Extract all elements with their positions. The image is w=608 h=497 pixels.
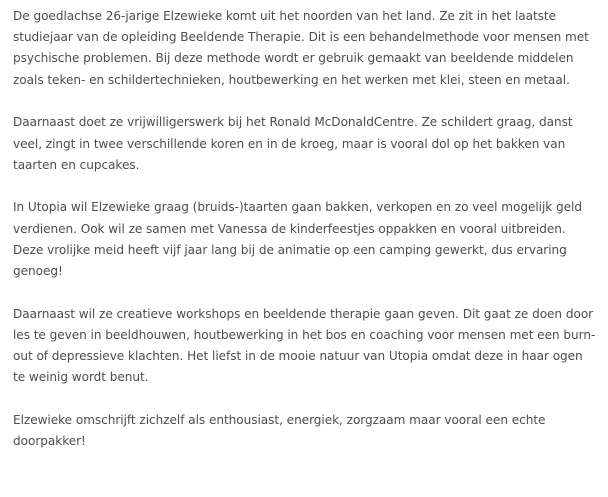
- paragraph-intro: De goedlachse 26-jarige Elzewieke komt uit het noorden van het land. Ze zit in het laatste studiejaar van de opleiding Beeldende Therapie. Dit is een behandelmethode voor mensen met psychische problemen. Bij deze methode wordt er gebruik gemaakt van beeldende middelen zoals teken- en schildertechnieken, houtbewerking en het werken met klei, steen en metaal.: [13, 9, 589, 87]
- article-body: [13, 6, 597, 452]
- paragraph-utopia-plans: In Utopia wil Elzewieke graag (bruids-)taarten gaan bakken, verkopen en zo veel mogelijk geld verdienen. Ook wil ze samen met Vanessa de kinderfeestjes oppakken en vooral uitbreiden. Deze vrolijke meid heeft vijf jaar lang bij de animatie op een camping gewerkt, dus ervaring genoeg!: [13, 200, 582, 279]
- paragraph-workshops: Daarnaast wil ze creatieve workshops en beeldende therapie gaan geven. Dit gaat ze doen door les te geven in beeldhouwen, houtbewerking in het bos en coaching voor mensen met een burn-out of depressieve klachten. Het liefst in de mooie natuur van Utopia omdat deze in haar ogen te weinig wordt benut.: [13, 306, 596, 385]
- paragraph-volunteer: Daarnaast doet ze vrijwilligerswerk bij het Ronald McDonaldCentre. Ze schildert graag, danst veel, zingt in twee verschillende koren en in de kroeg, maar is vooral dol op het bakken van taarten en cupcakes.: [13, 115, 573, 172]
- paragraph-self-description: Elzewieke omschrijft zichzelf als enthousiast, energiek, zorgzaam maar vooral een echte doorpakker!: [13, 413, 546, 449]
